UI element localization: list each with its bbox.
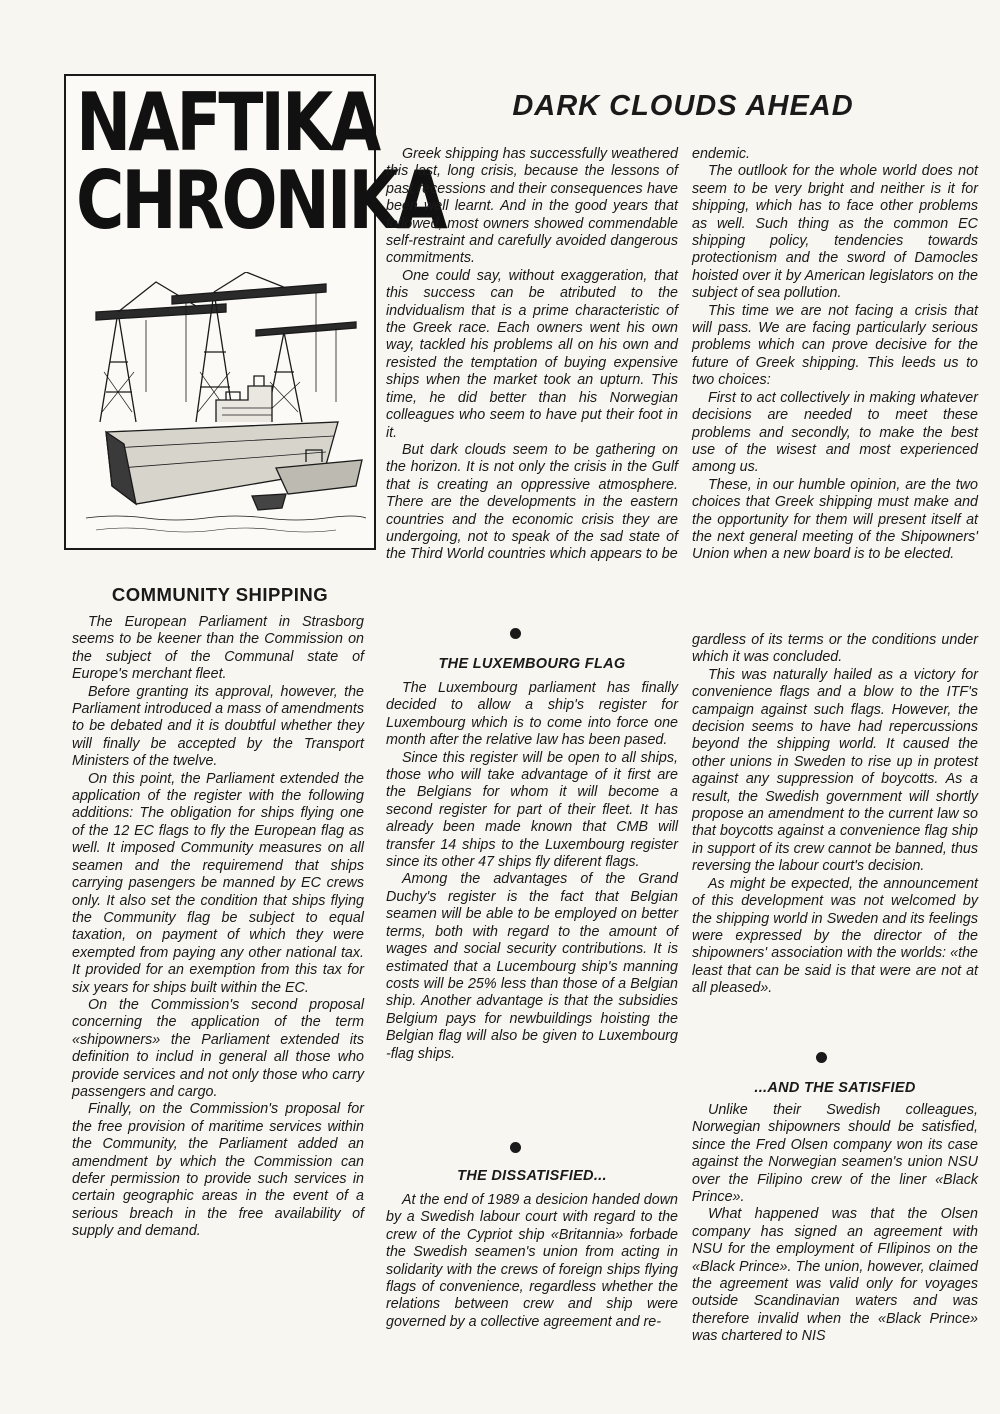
dissatisfied-heading: THE DISSATISFIED... — [457, 1168, 607, 1184]
article-paragraph: Finally, on the Commission's proposal for the free provision of maritime services within the Community, the Parliament added an amendment by which the Commission can defer permission to provide such services in certain geographic areas in the event of a serious breach in the free availability of supply and demand. — [72, 1101, 364, 1240]
article-paragraph: This time we are not facing a crisis that will pass. We are facing particularly serious problems which can prove decisive for the future of Greek shipping. This leeds us to two choices: — [692, 302, 978, 389]
article-paragraph: At the end of 1989 a desicion handed down by a Swedish labour court with regard to the crew of the Cypriot ship «Britannia» forbade the Swedish seamen's union from acting in solidarity with the crews of foreign ships flying flags of convenience, regardless whether the relations between crew and ship were governed by a collective agreement and re- — [386, 1192, 678, 1330]
section-bullet — [816, 1052, 827, 1063]
article-paragraph: Among the advantages of the Grand Duchy's register is the fact that Belgian seamen will be able to be employed on better terms, both with regard to the amount of wages and social security contributions. It is estimated that a Lucembourg ship's manning costs will be 25% less than those of a Belgian ship. Another advantage is that the subsidies Belgium pays for newbuildings hoisting the Belgian flag will also be given to Luxembourg -flag ships. — [386, 871, 678, 1062]
masthead-box — [64, 74, 445, 550]
article-paragraph: The outllook for the whole world does not seem to be very bright and neither is it for shipping, which has to face other problems as well. Such thing as the common EC shipping policy, tendencies towards protectionism and the sword of Damocles hoisted over it by American legislators on the subject of sea pollution. — [692, 163, 978, 302]
article-paragraph: This was naturally hailed as a victory for convenience flags and a blow to the ITF's campaign against such flags. However, the decision seems to have had repercussions beyond the shipping world. It caused the other unions in Sweden to rise up in protest against any suppression of boycotts. As a result, the Swedish government will shortly propose an amendment to the current law so that boycotts against a convenience flag ship in support of its crew cannot be banned, thus reversing the labour court's decision. — [692, 666, 978, 875]
masthead-line-1: NAFTIKA — [76, 75, 379, 170]
article-paragraph: But dark clouds seem to be gathering on the horizon. It is not only the crisis in the Gulf that is creating an oppressive atmosphere. There are the developments in the eastern countries and the economic crisis they are undergoing, not to speak of the sad state of the Third World countries which appears to be — [386, 441, 678, 563]
luxembourg-flag-heading: THE LUXEMBOURG FLAG — [438, 656, 626, 672]
article-paragraph: As might be expected, the announcement of this development was not welcomed by the shipping world in Sweden and its feelings were expressed by the director of the shipowners' association with the worlds: «the least that can be said is that were are not at all pleased». — [692, 875, 978, 997]
masthead-title — [76, 75, 445, 248]
satisfied-heading: ...AND THE SATISFIED — [754, 1080, 916, 1096]
article-paragraph: gardless of its terms or the conditions under which it was concluded. — [692, 632, 978, 666]
port-crane-ship-illustration — [76, 272, 368, 546]
satisfied-column — [692, 1102, 978, 1346]
article-paragraph: On this point, the Parliament extended the application of the register with the following additions: The obligation for ships flying one of the 12 EC flags to fly the European flag as well. It imposed Community measures on all seamen and the requiremend that ships carrying pasengers be manned by EC crews only. It also set the condition that ships flying the Community flag be subject to equal taxation, on payment of which they were exempted from paying any other national tax. It provided for an exemption from this tax for six years for ships built within the EC. — [72, 770, 364, 996]
dark-clouds-column-1 — [386, 146, 678, 564]
article-paragraph: Since this register will be open to all ships, those who will take advantage of it first are the Belgians for whom it will become a second register for part of their fleet. It has already been made known that CMB will transfer 14 ships to the Luxembourg register since its other 47 ships fly diferent flags. — [386, 749, 678, 871]
section-bullet — [510, 628, 521, 639]
dark-clouds-column-2 — [692, 146, 978, 564]
article-paragraph: Greek shipping has successfully weathered this last, long crisis, because the lessons of past recessions and their consequences have been well learnt. And in the good years that followed, most owners showed commendable self-restraint and carefully avoided dangerous commitments. — [386, 146, 678, 267]
article-paragraph: The European Parliament in Strasborg seems to be keener than the Commission on the subject of the Communal state of Europe's merchant fleet. — [72, 614, 364, 683]
dissatisfied-column-left — [386, 1192, 678, 1331]
article-paragraph: What happened was that the Olsen company has signed an agreement with NSU for the employment of FIlipinos on the «Black Prince». The union, however, claimed the agreement was valid only for voyages outside Scandinavian waters and was therefore invalid when the «Black Prince» was chartered to NIS — [692, 1206, 978, 1345]
article-paragraph: The Luxembourg parliament has finally decided to allow a ship's register for Luxembourg which is to come into force one month after the relative law has been pased. — [386, 680, 678, 749]
article-paragraph: These, in our humble opinion, are the two choices that Greek shipping must make and the opportunity for them will present itself at the next general meeting of the Shipowners' Union when a new board is to be elected. — [692, 476, 978, 563]
article-paragraph: endemic. — [692, 146, 751, 162]
community-shipping-heading: COMMUNITY SHIPPING — [111, 584, 329, 605]
article-paragraph: One could say, without exaggeration, that this success can be atributed to the indvidualism that is a prime characteristic of the Greek race. Each owners went his own way, tackled his problems all on his own and resisted the temptation of buying expensive ships when the market took an upturn. This time, he did better than his Norwegian colleagues who seem to have put their foot in it. — [386, 267, 678, 441]
article-paragraph: Before granting its approval, however, the Parliament introduced a mass of amendments to be debated and it is doubtful whether they will finally be accepted by the Transport Ministers of the twelve. — [72, 683, 364, 770]
dissatisfied-column-right — [692, 632, 978, 998]
masthead-line-2: CHRONIKA — [76, 153, 445, 248]
luxembourg-flag-column — [386, 680, 678, 1063]
article-paragraph: Unlike their Swedish colleagues, Norwegian shipowners should be satisfied, since the Fred Olsen company won its case against the Norwegian seamen's union NSU over the Filipino crew of the liner «Black Prince». — [692, 1102, 978, 1206]
article-paragraph: On the Commission's second proposal concerning the application of the term «shipowners» the Parliament extended its definition to includ in general all those who provide services and not only those who carry passengers and cargo. — [72, 996, 364, 1100]
community-shipping-column — [72, 614, 364, 1241]
section-bullet — [510, 1142, 521, 1153]
article-paragraph: First to act collectively in making whatever decisions are needed to meet these problems and secondly, to make the best use of the wisest and most experienced among us. — [692, 389, 978, 476]
main-headline: DARK CLOUDS AHEAD — [512, 90, 854, 122]
